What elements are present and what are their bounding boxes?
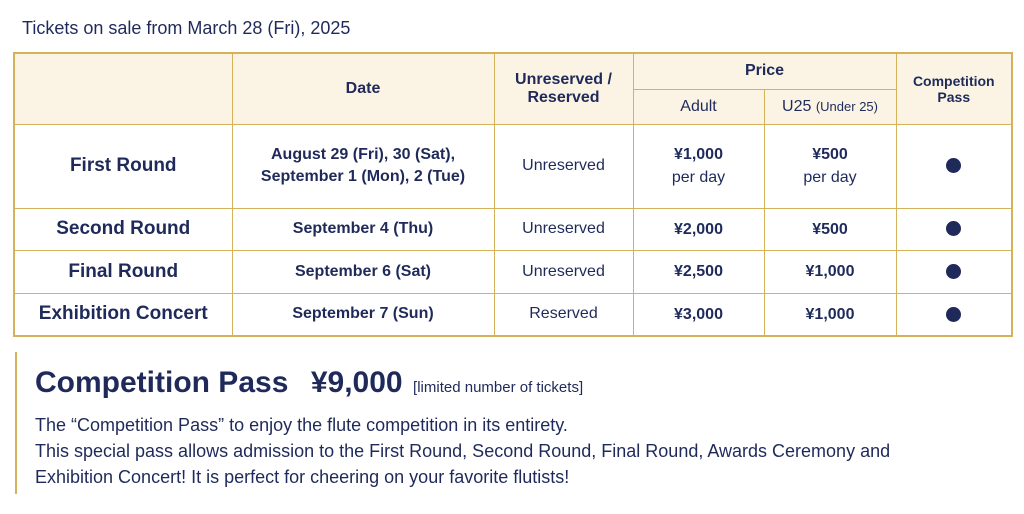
round-date: September 4 (Thu) — [232, 208, 494, 250]
pass-limit-note: [limited number of tickets] — [413, 379, 584, 396]
header-seat-type — [494, 53, 633, 124]
seat-type: Reserved — [494, 293, 633, 336]
pass-heading — [35, 366, 583, 400]
header-seat-line1: Unreserved / — [515, 70, 612, 88]
ticket-price-table — [13, 52, 1013, 337]
adult-price-value: ¥2,000 — [674, 220, 723, 238]
pass-description — [35, 412, 975, 490]
header-pass-line1: Competition — [912, 72, 995, 89]
table-row — [14, 208, 1012, 250]
adult-price-unit: per day — [671, 169, 726, 186]
adult-price-value: ¥3,000 — [674, 305, 723, 323]
pass-included — [896, 208, 1012, 250]
header-date: Date — [232, 53, 494, 124]
round-name: Second Round — [14, 208, 232, 250]
table-row — [14, 293, 1012, 336]
u25-price — [764, 208, 896, 250]
round-name: Final Round — [14, 250, 232, 293]
u25-price-value: ¥1,000 — [805, 263, 855, 280]
seat-type: Unreserved — [494, 124, 633, 208]
pass-title: Competition Pass — [35, 366, 289, 399]
adult-price-value: ¥2,500 — [674, 263, 723, 280]
round-name: First Round — [14, 124, 232, 208]
table-row — [14, 250, 1012, 293]
included-dot-icon — [946, 158, 961, 173]
competition-pass-section — [15, 352, 997, 494]
round-date: September 6 (Sat) — [232, 250, 494, 293]
u25-price-value: ¥500 — [812, 146, 848, 163]
seat-type: Unreserved — [494, 250, 633, 293]
pass-desc-line3: Exhibition Concert! It is perfect for cheering on your favorite flutists! — [35, 467, 570, 487]
header-adult: Adult — [633, 89, 764, 124]
adult-price — [633, 250, 764, 293]
pass-included — [896, 124, 1012, 208]
u25-price — [764, 250, 896, 293]
sale-date-note: Tickets on sale from March 28 (Fri), 2025 — [22, 18, 351, 38]
header-u25 — [764, 89, 896, 124]
adult-price-value: ¥1,000 — [674, 146, 723, 163]
pass-price: ¥9,000 — [310, 366, 403, 399]
adult-price — [633, 124, 764, 208]
round-date — [232, 124, 494, 208]
round-date: September 7 (Sun) — [232, 293, 494, 336]
u25-price — [764, 293, 896, 336]
included-dot-icon — [946, 221, 961, 236]
included-dot-icon — [946, 264, 961, 279]
u25-price-unit: per day — [803, 169, 857, 186]
header-u25-label: U25 — [782, 97, 812, 115]
adult-price — [633, 208, 764, 250]
header-competition-pass — [896, 53, 1012, 124]
seat-type: Unreserved — [494, 208, 633, 250]
table-row — [14, 124, 1012, 208]
header-price: Price — [633, 53, 896, 89]
u25-price-value: ¥1,000 — [805, 305, 855, 323]
u25-price-value: ¥500 — [812, 220, 848, 238]
header-round-blank — [14, 53, 232, 124]
round-date-line1: August 29 (Fri), 30 (Sat), — [270, 146, 456, 163]
header-pass-line2: Pass — [937, 88, 971, 105]
pass-included — [896, 293, 1012, 336]
pass-desc-line2: This special pass allows admission to the First Round, Second Round, Final Round, Awards Ceremony and — [35, 441, 891, 461]
pass-desc-line1: The “Competition Pass” to enjoy the flute competition in its entirety. — [35, 415, 568, 435]
round-name: Exhibition Concert — [14, 293, 232, 336]
u25-price — [764, 124, 896, 208]
included-dot-icon — [946, 307, 961, 322]
header-seat-line2: Reserved — [527, 88, 600, 106]
pass-included — [896, 250, 1012, 293]
adult-price — [633, 293, 764, 336]
round-date-line2: September 1 (Mon), 2 (Tue) — [260, 168, 466, 185]
header-u25-note: (Under 25) — [815, 98, 878, 114]
